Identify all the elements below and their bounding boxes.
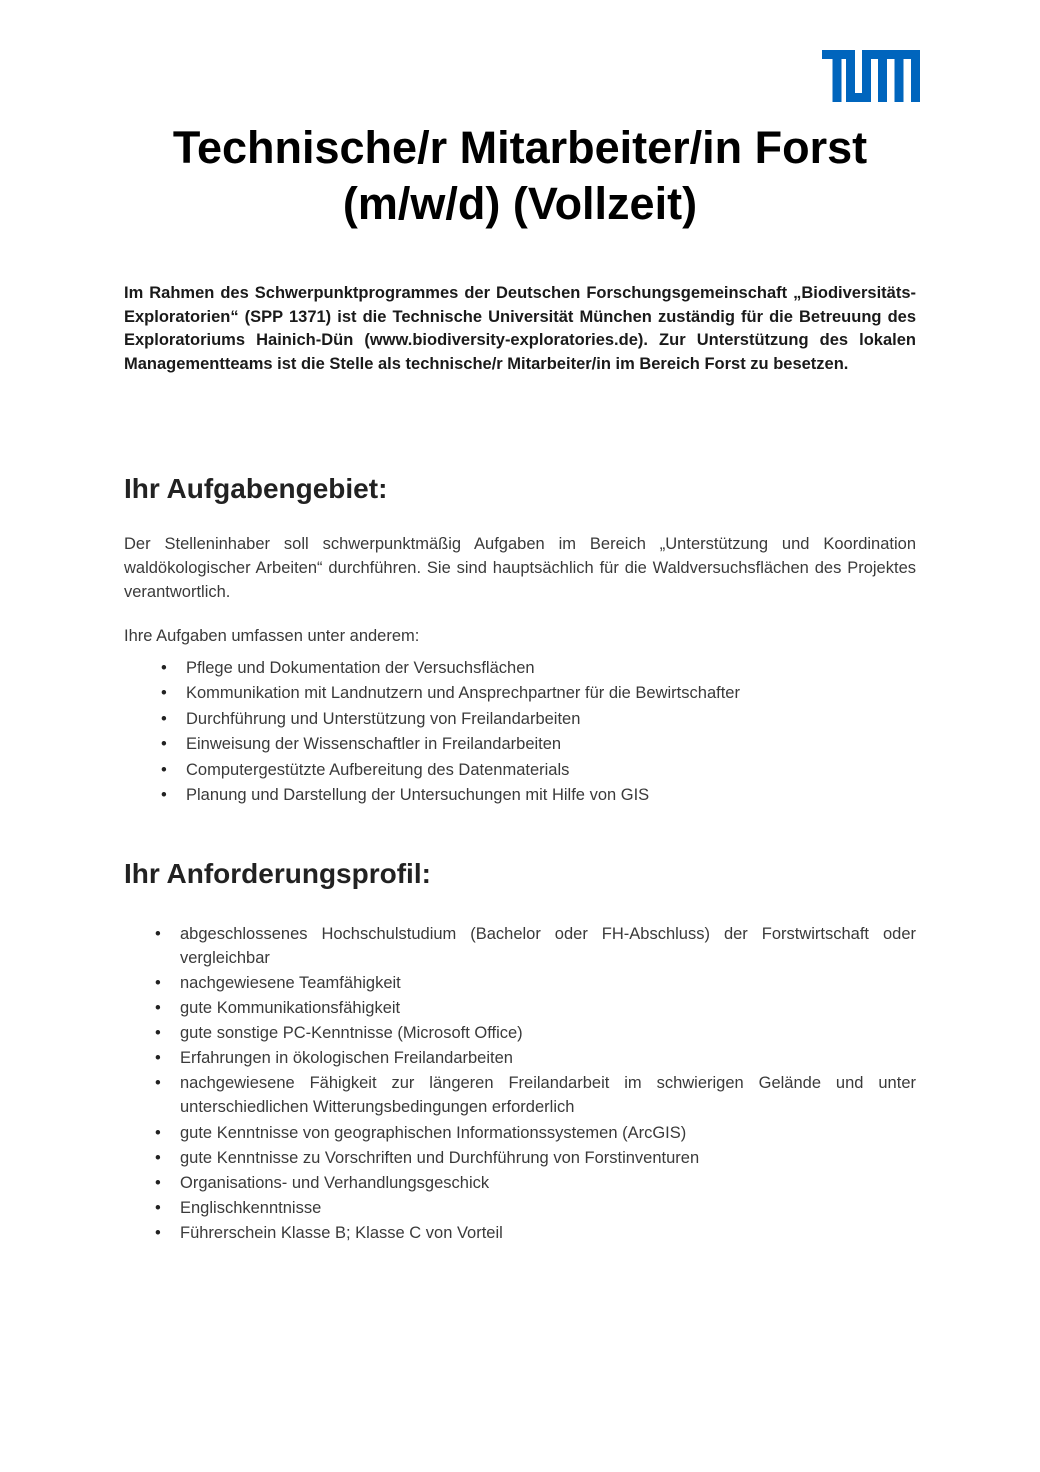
list-item [161, 783, 916, 808]
bullet-icon: • [161, 786, 167, 805]
list-item-text: gute Kenntnisse von geographischen Informationssystemen (ArcGIS) [180, 1123, 687, 1142]
profile-list [155, 922, 916, 1246]
tasks-list [161, 656, 916, 808]
tasks-description: Der Stelleninhaber soll schwerpunktmäßig Aufgaben im Bereich „Unterstützung und Koordination waldökologischer Arbeiten“ durchführen. Sie sind hauptsächlich für die Waldversuchsflächen des Projektes verantwortlich. [124, 535, 916, 601]
bullet-icon: • [155, 1223, 161, 1242]
list-item-text: gute sonstige PC-Kenntnisse (Microsoft Office) [180, 1024, 523, 1043]
bullet-icon: • [161, 735, 167, 754]
bullet-icon: • [161, 659, 167, 677]
list-item [155, 1171, 916, 1195]
list-item [155, 1146, 916, 1170]
list-item [161, 656, 916, 681]
intro-paragraph: Im Rahmen des Schwerpunktprogrammes der Deutschen Forschungsgemeinschaft „Biodiversitäts-Exploratorien“ (SPP 1371) ist die Technische Universität München zuständig für die Betreuung des Exploratoriums Hainich-Dün (www.biodiversity-exploratories.de). Zur Unterstützung des lokalen Managementteams ist die Stelle als technische/r Mitarbeiter/in im Bereich Forst zu besetzen. [124, 284, 916, 373]
list-item [155, 1071, 916, 1119]
tum-logo-shape [822, 50, 920, 102]
list-item [155, 1221, 916, 1245]
list-item-text: Pflege und Dokumentation der Versuchsflächen [186, 659, 535, 677]
list-item-text: Führerschein Klasse B; Klasse C von Vorteil [180, 1223, 503, 1242]
list-item-text: Kommunikation mit Landnutzern und Ansprechpartner für die Bewirtschafter [186, 684, 740, 703]
list-item [155, 1121, 916, 1145]
list-item [155, 1046, 916, 1070]
profile-heading: Ihr Anforderungsprofil: [124, 858, 431, 889]
list-item-text: abgeschlossenes Hochschulstudium (Bachelor oder FH-Abschluss) der Forstwirtschaft oder vergleichbar [180, 925, 916, 967]
list-item-text: gute Kenntnisse zu Vorschriften und Durchführung von Forstinventuren [180, 1148, 700, 1167]
tum-logo [822, 50, 920, 102]
list-item-text: gute Kommunikationsfähigkeit [180, 999, 401, 1018]
tasks-list-intro: Ihre Aufgaben umfassen unter anderem: [124, 627, 420, 645]
bullet-icon: • [155, 1198, 161, 1217]
bullet-icon: • [161, 709, 167, 728]
list-item [155, 1196, 916, 1220]
bullet-icon: • [161, 684, 167, 703]
list-item-text: Computergestützte Aufbereitung des Datenmaterials [186, 760, 570, 779]
list-item [155, 996, 916, 1020]
page-title-line-2: (m/w/d) (Vollzeit) [342, 178, 698, 229]
list-item-text: Planung und Darstellung der Untersuchungen mit Hilfe von GIS [186, 786, 650, 805]
list-item [161, 732, 916, 757]
bullet-icon: • [155, 974, 161, 993]
list-item-text: nachgewiesene Teamfähigkeit [180, 974, 401, 993]
bullet-icon: • [155, 1173, 161, 1192]
list-item [161, 758, 916, 783]
bullet-icon: • [155, 925, 161, 943]
list-item [155, 922, 916, 970]
list-item-text: Durchführung und Unterstützung von Freilandarbeiten [186, 709, 581, 728]
bullet-icon: • [155, 999, 161, 1018]
list-item-text: Erfahrungen in ökologischen Freilandarbeiten [180, 1049, 513, 1068]
list-item-text: Englischkenntnisse [180, 1198, 322, 1217]
bullet-icon: • [155, 1148, 161, 1167]
list-item-text: Einweisung der Wissenschaftler in Freilandarbeiten [186, 735, 562, 754]
bullet-icon: • [155, 1049, 161, 1068]
bullet-icon: • [161, 760, 167, 779]
page-title [80, 120, 960, 232]
list-item [161, 681, 916, 706]
list-item [161, 707, 916, 732]
bullet-icon: • [155, 1123, 161, 1142]
list-item [155, 1021, 916, 1045]
bullet-icon: • [155, 1024, 161, 1043]
list-item [155, 971, 916, 995]
tasks-heading: Ihr Aufgabengebiet: [124, 473, 388, 504]
page-title-line-1: Technische/r Mitarbeiter/in Forst [172, 122, 868, 173]
list-item-text: Organisations- und Verhandlungsgeschick [180, 1173, 490, 1192]
bullet-icon: • [155, 1074, 161, 1093]
list-item-text: nachgewiesene Fähigkeit zur längeren Freilandarbeit im schwierigen Gelände und unter unterschiedlichen Witterungsbedingungen erforderlich [180, 1074, 916, 1117]
